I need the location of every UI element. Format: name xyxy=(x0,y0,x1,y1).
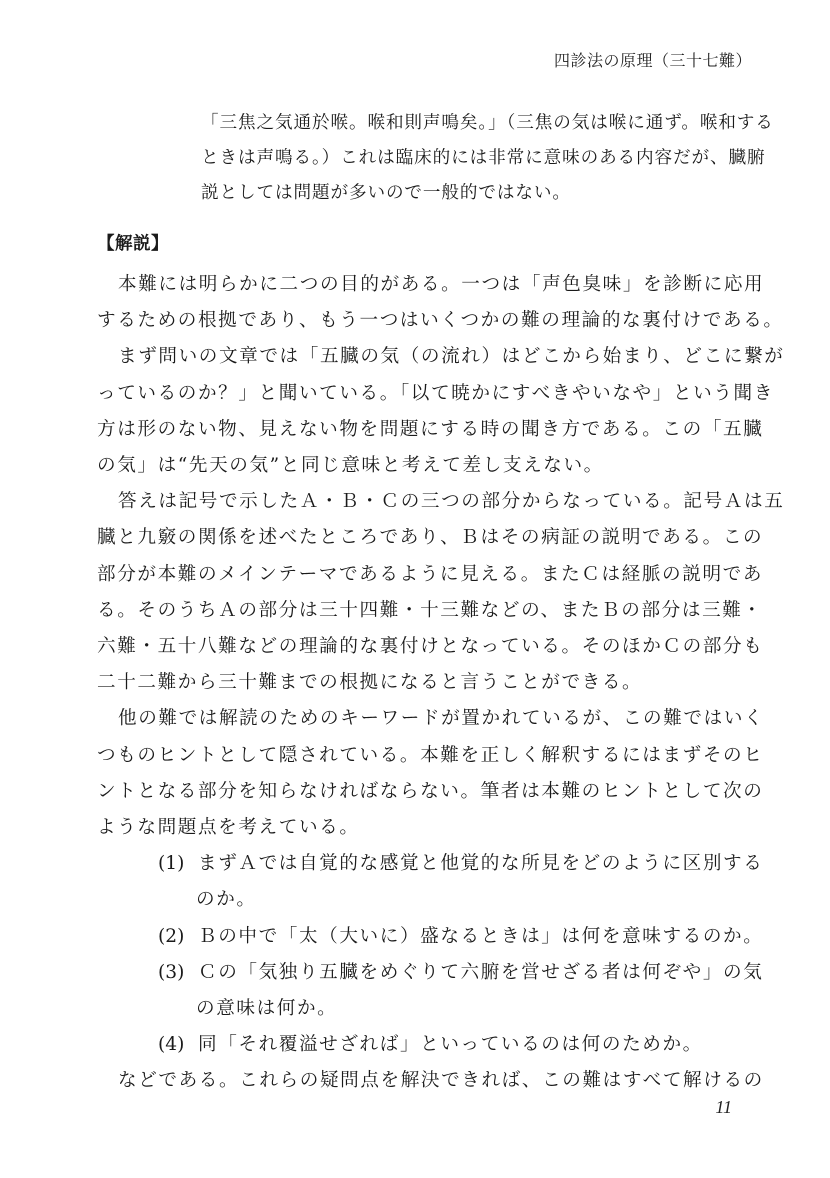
classical-quote-block xyxy=(201,106,774,211)
list-item-3 xyxy=(97,955,764,991)
quote-line: 説としては問題が多いので一般的ではない。 xyxy=(201,183,571,203)
text-line: ントとなる部分を知らなければならない。筆者は本難のヒントとして次の xyxy=(97,780,764,802)
section-heading-commentary: 【解説】 xyxy=(97,234,169,254)
paragraph-4 xyxy=(97,701,765,846)
commentary-body xyxy=(97,267,785,1100)
text-line: っているのか？」と聞いている。「以て暁かにすべきやいなや」という聞き xyxy=(97,382,774,404)
text-line: まず問いの文章では「五臓の気（の流れ）はどこから始まり、どこに繋が xyxy=(118,346,785,368)
page-number: 11 xyxy=(715,1097,732,1117)
list-item-3-continuation: の意味は何か。 xyxy=(196,998,338,1020)
text-line: る。そのうちＡの部分は三十四難・十三難などの、またＢの部分は三難・ xyxy=(97,599,763,621)
text-line: 本難には明らかに二つの目的がある。一つは「声色臭味」を診断に応用 xyxy=(118,274,765,295)
text-line: ような問題点を考えている。 xyxy=(97,817,360,839)
list-number: (1) xyxy=(158,853,185,875)
list-text: 同「それ覆溢せざれば」といっているのは何のためか。 xyxy=(198,1034,703,1056)
text-line: 他の難では解読のためのキーワードが置かれているが、この難ではいく xyxy=(118,708,765,730)
paragraph-1 xyxy=(97,267,784,339)
text-line: の気」は“先天の気”と同じ意味と考えて差し支えない。 xyxy=(97,455,604,477)
quote-line: ときは声鳴る。）これは臨床的には非常に意味のある内容だが、臓腑 xyxy=(201,148,766,168)
text-line: するための根拠であり、もう一つはいくつかの難の理論的な裏付けである。 xyxy=(97,310,784,332)
list-text: Ｃの「気独り五臓をめぐりて六腑を営せざる者は何ぞや」の気 xyxy=(198,961,764,983)
list-item-4 xyxy=(97,1027,757,1063)
text-line: 部分が本難のメインテーマであるように見える。またＣは経脈の説明であ xyxy=(97,563,764,585)
list-text: まずＡでは自覚的な感覚と他覚的な所見をどのように区別する xyxy=(198,853,764,875)
text-line: 臓と九竅の関係を述べたところであり、Ｂはその病証の説明である。この xyxy=(97,527,764,549)
question-list xyxy=(97,846,764,1063)
text-line: 答えは記号で示したＡ・Ｂ・Ｃの三つの部分からなっている。記号Ａは五 xyxy=(118,491,785,513)
text-line: 二十二難から三十難までの根拠になると言うことができる。 xyxy=(97,672,643,694)
quote-line: 「三焦之気通於喉。喉和則声鳴矣。」（三焦の気は喉に通ず。喉和する xyxy=(201,113,774,133)
list-item-2 xyxy=(97,919,764,955)
closing-line: などである。これらの疑問点を解決できれば、この難はすべて解けるの xyxy=(118,1070,764,1092)
list-item-1-continuation: のか。 xyxy=(196,889,257,911)
paragraph-2 xyxy=(97,339,785,484)
list-number: (3) xyxy=(158,961,185,983)
list-text: Ｂの中で「太（大いに）盛なるときは」は何を意味するのか。 xyxy=(198,925,764,947)
paragraph-3 xyxy=(97,484,785,701)
list-number: (4) xyxy=(158,1034,185,1056)
text-line: 六難・五十八難などの理論的な裏付けとなっている。そのほかＣの部分も xyxy=(97,636,764,658)
text-line: つものヒントとして隠されている。本難を正しく解釈するにはまずそのヒ xyxy=(97,744,764,766)
text-line: 方は形のない物、見えない物を問題にする時の聞き方である。この「五臓 xyxy=(97,418,764,440)
running-header-title: 四診法の原理（三十七難） xyxy=(553,51,752,70)
list-number: (2) xyxy=(158,925,185,947)
list-item-1 xyxy=(97,846,764,882)
